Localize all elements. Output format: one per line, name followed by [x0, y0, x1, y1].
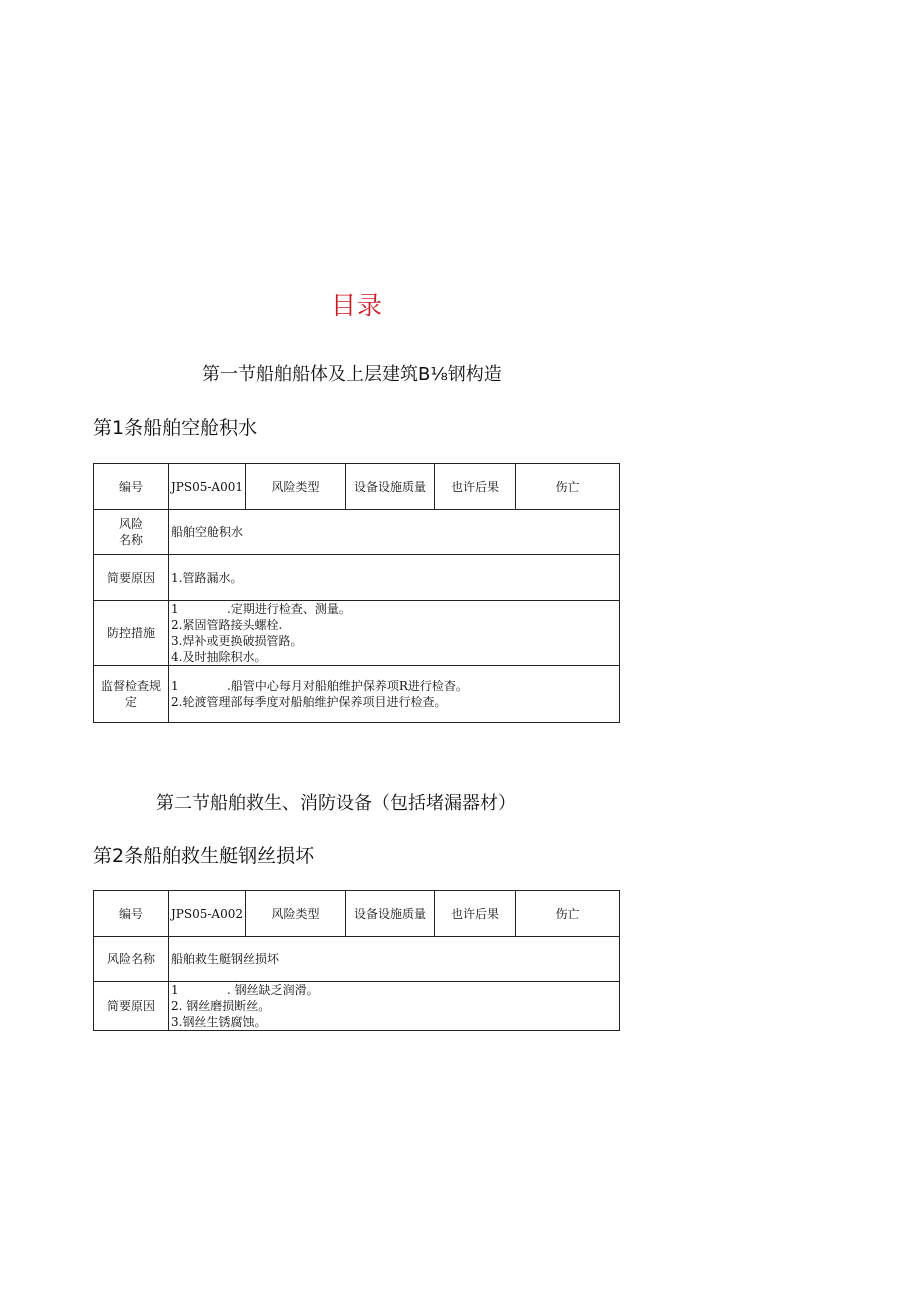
risk-name-label: 风险名称: [94, 937, 169, 982]
id-value: JPS05-A002: [169, 891, 246, 937]
risk-type-value: 设备设施质量: [346, 891, 435, 937]
risk-name-value: 船舶空舱积水: [169, 510, 620, 555]
supervision-label: 监督检查规 定: [94, 666, 169, 723]
table-row: [94, 555, 620, 601]
article-1-heading: 第1条船舶空舱积水: [93, 417, 258, 439]
cause-label: 简要原因: [94, 555, 169, 601]
measure-value: 1 .定期进行检查、测量。 2.紧固管路接头螺栓. 3.焊补或更换破损管路。 4.及时抽除积水。: [169, 601, 620, 666]
table-row: [94, 982, 620, 1031]
id-label: 编号: [94, 891, 169, 937]
table-row: [94, 666, 620, 723]
risk-type-value: 设备设施质量: [346, 464, 435, 510]
id-label: 编号: [94, 464, 169, 510]
cause-value: 1 . 钢丝缺乏润滑。 2. 钢丝磨损断丝。 3.钢丝生锈腐蚀。: [169, 982, 620, 1031]
risk-name-value: 船舶救生艇钢丝损坏: [169, 937, 620, 982]
consequence-label: 也许后果: [435, 891, 516, 937]
consequence-label: 也许后果: [435, 464, 516, 510]
risk-type-label: 风险类型: [246, 464, 346, 510]
risk-table-1: [93, 463, 620, 723]
supervision-value: 1 .船管中心每月对船舶维护保养项R进行检杳。 2.轮渡管理部每季度对船舶维护保养项目进行检查。: [169, 666, 620, 723]
section-2-heading: 第二节船舶救生、消防设备（包括堵漏器材）: [156, 793, 516, 814]
measure-label: 防控措施: [94, 601, 169, 666]
table-row: [94, 891, 620, 937]
table-row: [94, 464, 620, 510]
table-row: [94, 937, 620, 982]
cause-label: 简要原因: [94, 982, 169, 1031]
id-value: JPS05-A001: [169, 464, 246, 510]
risk-table-2: [93, 890, 620, 1031]
table-row: [94, 601, 620, 666]
consequence-value: 伤亡: [516, 464, 620, 510]
document-title: 目录: [330, 291, 383, 320]
section-1-heading: 第一节船舶船体及上层建筑B⅛钢构造: [202, 364, 502, 385]
cause-value: 1.管路漏水。: [169, 555, 620, 601]
table-row: [94, 510, 620, 555]
risk-name-label: 风险 名称: [94, 510, 169, 555]
consequence-value: 伤亡: [516, 891, 620, 937]
risk-type-label: 风险类型: [246, 891, 346, 937]
article-2-heading: 第2条船舶救生艇钢丝损坏: [93, 845, 315, 867]
